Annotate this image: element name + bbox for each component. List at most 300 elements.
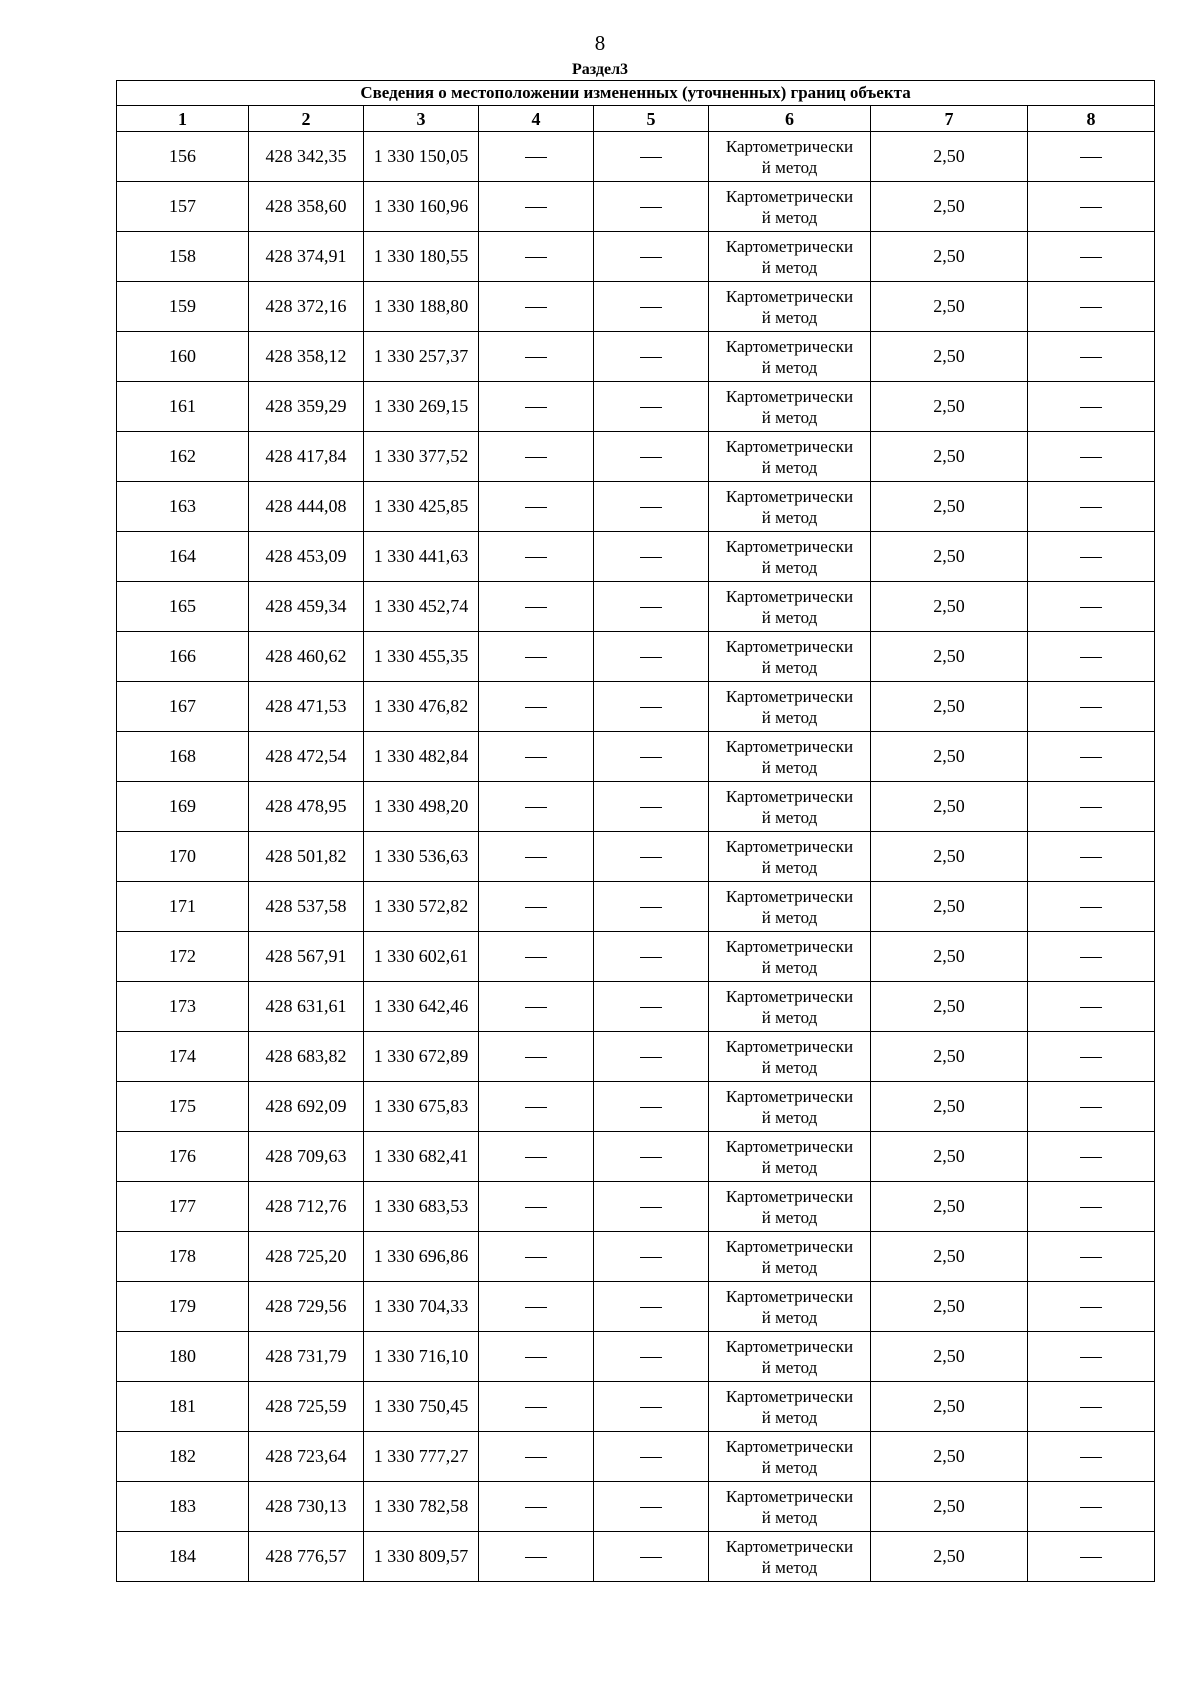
method-line-1: Картометрически [725, 1036, 854, 1056]
point-number-cell: 173 [117, 982, 249, 1032]
dash-mark [525, 1107, 547, 1108]
method-cell [709, 1332, 871, 1382]
dash-mark [525, 257, 547, 258]
accuracy-cell: 2,50 [871, 1432, 1028, 1482]
y-coordinate-cell: 1 330 455,35 [364, 632, 479, 682]
table-row [117, 632, 1155, 682]
y-coordinate-cell: 1 330 682,41 [364, 1132, 479, 1182]
y-coordinate-cell: 1 330 188,80 [364, 282, 479, 332]
dash-mark [525, 657, 547, 658]
dash-mark [1080, 1007, 1102, 1008]
column-number: 7 [871, 106, 1028, 132]
column-4-cell [479, 932, 594, 982]
method-line-2: й метод [761, 357, 818, 377]
column-8-cell [1028, 882, 1155, 932]
column-5-cell [594, 332, 709, 382]
point-number-cell: 159 [117, 282, 249, 332]
y-coordinate-cell: 1 330 377,52 [364, 432, 479, 482]
section-title: Раздел3 [571, 61, 629, 78]
column-5-cell [594, 182, 709, 232]
column-5-cell [594, 1482, 709, 1532]
column-8-cell [1028, 532, 1155, 582]
dash-mark [525, 1207, 547, 1208]
dash-mark [640, 257, 662, 258]
dash-mark [525, 557, 547, 558]
column-4-cell [479, 182, 594, 232]
method-line-1: Картометрически [725, 936, 854, 956]
point-number-cell: 166 [117, 632, 249, 682]
column-5-cell [594, 282, 709, 332]
table-body [117, 132, 1155, 1582]
column-8-cell [1028, 982, 1155, 1032]
dash-mark [1080, 1157, 1102, 1158]
column-4-cell [479, 632, 594, 682]
point-number-cell: 167 [117, 682, 249, 732]
column-8-cell [1028, 1482, 1155, 1532]
point-number-cell: 183 [117, 1482, 249, 1532]
x-coordinate-cell: 428 359,29 [249, 382, 364, 432]
column-number: 3 [364, 106, 479, 132]
dash-mark [640, 307, 662, 308]
method-line-2: й метод [761, 657, 818, 677]
method-line-1: Картометрически [725, 636, 854, 656]
table-row [117, 1282, 1155, 1332]
x-coordinate-cell: 428 444,08 [249, 482, 364, 532]
x-coordinate-cell: 428 501,82 [249, 832, 364, 882]
column-5-cell [594, 682, 709, 732]
y-coordinate-cell: 1 330 683,53 [364, 1182, 479, 1232]
dash-mark [640, 157, 662, 158]
method-cell [709, 1282, 871, 1332]
column-5-cell [594, 132, 709, 182]
dash-mark [1080, 307, 1102, 308]
dash-mark [525, 757, 547, 758]
method-line-2: й метод [761, 907, 818, 927]
accuracy-cell: 2,50 [871, 1182, 1028, 1232]
column-4-cell [479, 682, 594, 732]
method-line-2: й метод [761, 857, 818, 877]
column-8-cell [1028, 682, 1155, 732]
column-4-cell [479, 382, 594, 432]
dash-mark [525, 357, 547, 358]
method-line-1: Картометрически [725, 736, 854, 756]
dash-mark [640, 207, 662, 208]
point-number-cell: 157 [117, 182, 249, 232]
column-4-cell [479, 1232, 594, 1282]
point-number-cell: 168 [117, 732, 249, 782]
dash-mark [640, 1157, 662, 1158]
dash-mark [525, 1557, 547, 1558]
dash-mark [1080, 1457, 1102, 1458]
dash-mark [1080, 1407, 1102, 1408]
accuracy-cell: 2,50 [871, 682, 1028, 732]
point-number-cell: 161 [117, 382, 249, 432]
table-row [117, 1382, 1155, 1432]
accuracy-cell: 2,50 [871, 832, 1028, 882]
dash-mark [1080, 857, 1102, 858]
dash-mark [1080, 607, 1102, 608]
method-line-2: й метод [761, 1557, 818, 1577]
column-5-cell [594, 1382, 709, 1432]
dash-mark [525, 607, 547, 608]
point-number-cell: 160 [117, 332, 249, 382]
point-number-cell: 178 [117, 1232, 249, 1282]
method-line-1: Картометрически [725, 286, 854, 306]
method-line-1: Картометрически [725, 486, 854, 506]
column-number: 6 [709, 106, 871, 132]
table-row [117, 232, 1155, 282]
column-8-cell [1028, 132, 1155, 182]
dash-mark [640, 757, 662, 758]
column-8-cell [1028, 1232, 1155, 1282]
table-row [117, 882, 1155, 932]
method-line-2: й метод [761, 207, 818, 227]
method-cell [709, 532, 871, 582]
method-line-2: й метод [761, 1207, 818, 1227]
table-row [117, 1232, 1155, 1282]
x-coordinate-cell: 428 723,64 [249, 1432, 364, 1482]
method-line-2: й метод [761, 1107, 818, 1127]
column-8-cell [1028, 1032, 1155, 1082]
column-5-cell [594, 632, 709, 682]
accuracy-cell: 2,50 [871, 232, 1028, 282]
x-coordinate-cell: 428 459,34 [249, 582, 364, 632]
y-coordinate-cell: 1 330 782,58 [364, 1482, 479, 1532]
table-row [117, 532, 1155, 582]
dash-mark [525, 1307, 547, 1308]
column-5-cell [594, 982, 709, 1032]
point-number-cell: 163 [117, 482, 249, 532]
point-number-cell: 174 [117, 1032, 249, 1082]
dash-mark [525, 457, 547, 458]
method-line-1: Картометрически [725, 786, 854, 806]
table-row [117, 682, 1155, 732]
x-coordinate-cell: 428 731,79 [249, 1332, 364, 1382]
table-row [117, 732, 1155, 782]
dash-mark [640, 407, 662, 408]
x-coordinate-cell: 428 342,35 [249, 132, 364, 182]
accuracy-cell: 2,50 [871, 632, 1028, 682]
x-coordinate-cell: 428 374,91 [249, 232, 364, 282]
column-8-cell [1028, 782, 1155, 832]
y-coordinate-cell: 1 330 482,84 [364, 732, 479, 782]
method-cell [709, 432, 871, 482]
dash-mark [525, 1157, 547, 1158]
accuracy-cell: 2,50 [871, 1132, 1028, 1182]
column-8-cell [1028, 182, 1155, 232]
dash-mark [525, 1457, 547, 1458]
table-row [117, 332, 1155, 382]
dash-mark [640, 1457, 662, 1458]
table-row [117, 282, 1155, 332]
table-row [117, 182, 1155, 232]
column-8-cell [1028, 932, 1155, 982]
point-number-cell: 176 [117, 1132, 249, 1182]
column-5-cell [594, 1282, 709, 1332]
accuracy-cell: 2,50 [871, 782, 1028, 832]
method-line-2: й метод [761, 307, 818, 327]
accuracy-cell: 2,50 [871, 132, 1028, 182]
column-4-cell [479, 882, 594, 932]
dash-mark [1080, 657, 1102, 658]
method-line-1: Картометрически [725, 1086, 854, 1106]
dash-mark [1080, 1557, 1102, 1558]
accuracy-cell: 2,50 [871, 582, 1028, 632]
method-line-2: й метод [761, 157, 818, 177]
accuracy-cell: 2,50 [871, 382, 1028, 432]
table-row [117, 1182, 1155, 1232]
point-number-cell: 182 [117, 1432, 249, 1482]
x-coordinate-cell: 428 725,59 [249, 1382, 364, 1432]
method-line-1: Картометрически [725, 386, 854, 406]
column-8-cell [1028, 282, 1155, 332]
table-row [117, 982, 1155, 1032]
table-row [117, 482, 1155, 532]
dash-mark [1080, 557, 1102, 558]
dash-mark [1080, 457, 1102, 458]
column-4-cell [479, 1032, 594, 1082]
y-coordinate-cell: 1 330 696,86 [364, 1232, 479, 1282]
column-5-cell [594, 232, 709, 282]
y-coordinate-cell: 1 330 675,83 [364, 1082, 479, 1132]
dash-mark [1080, 1207, 1102, 1208]
page-number: 8 [594, 31, 606, 55]
table-row [117, 382, 1155, 432]
dash-mark [1080, 207, 1102, 208]
dash-mark [1080, 257, 1102, 258]
column-8-cell [1028, 1132, 1155, 1182]
column-4-cell [479, 1082, 594, 1132]
method-line-1: Картометрически [725, 236, 854, 256]
dash-mark [525, 807, 547, 808]
dash-mark [1080, 507, 1102, 508]
accuracy-cell: 2,50 [871, 1282, 1028, 1332]
method-cell [709, 782, 871, 832]
accuracy-cell: 2,50 [871, 1232, 1028, 1282]
column-8-cell [1028, 482, 1155, 532]
point-number-cell: 162 [117, 432, 249, 482]
column-5-cell [594, 1332, 709, 1382]
column-4-cell [479, 482, 594, 532]
method-line-1: Картометрически [725, 136, 854, 156]
y-coordinate-cell: 1 330 750,45 [364, 1382, 479, 1432]
method-line-1: Картометрически [725, 1386, 854, 1406]
point-number-cell: 179 [117, 1282, 249, 1332]
y-coordinate-cell: 1 330 476,82 [364, 682, 479, 732]
x-coordinate-cell: 428 358,12 [249, 332, 364, 382]
method-cell [709, 132, 871, 182]
method-line-1: Картометрически [725, 1486, 854, 1506]
accuracy-cell: 2,50 [871, 482, 1028, 532]
method-cell [709, 982, 871, 1032]
method-cell [709, 1132, 871, 1182]
method-line-1: Картометрически [725, 1136, 854, 1156]
method-line-2: й метод [761, 257, 818, 277]
dash-mark [525, 307, 547, 308]
column-8-cell [1028, 1432, 1155, 1482]
dash-mark [525, 1257, 547, 1258]
method-line-2: й метод [761, 407, 818, 427]
method-line-2: й метод [761, 957, 818, 977]
point-number-cell: 171 [117, 882, 249, 932]
method-line-2: й метод [761, 1307, 818, 1327]
method-line-1: Картометрически [725, 1336, 854, 1356]
dash-mark [640, 907, 662, 908]
x-coordinate-cell: 428 712,76 [249, 1182, 364, 1232]
method-line-2: й метод [761, 707, 818, 727]
table-caption: Сведения о местоположении измененных (уточненных) границ объекта [117, 81, 1155, 106]
column-number: 1 [117, 106, 249, 132]
method-cell [709, 832, 871, 882]
column-8-cell [1028, 432, 1155, 482]
accuracy-cell: 2,50 [871, 982, 1028, 1032]
dash-mark [640, 1507, 662, 1508]
y-coordinate-cell: 1 330 160,96 [364, 182, 479, 232]
column-5-cell [594, 932, 709, 982]
y-coordinate-cell: 1 330 602,61 [364, 932, 479, 982]
x-coordinate-cell: 428 358,60 [249, 182, 364, 232]
dash-mark [640, 857, 662, 858]
column-5-cell [594, 482, 709, 532]
point-number-cell: 184 [117, 1532, 249, 1582]
dash-mark [640, 707, 662, 708]
dash-mark [640, 357, 662, 358]
dash-mark [1080, 1307, 1102, 1308]
dash-mark [1080, 757, 1102, 758]
dash-mark [1080, 957, 1102, 958]
dash-mark [525, 1057, 547, 1058]
dash-mark [1080, 157, 1102, 158]
accuracy-cell: 2,50 [871, 282, 1028, 332]
y-coordinate-cell: 1 330 150,05 [364, 132, 479, 182]
column-8-cell [1028, 232, 1155, 282]
accuracy-cell: 2,50 [871, 532, 1028, 582]
dash-mark [1080, 357, 1102, 358]
dash-mark [640, 1257, 662, 1258]
dash-mark [1080, 807, 1102, 808]
y-coordinate-cell: 1 330 716,10 [364, 1332, 479, 1382]
column-5-cell [594, 1082, 709, 1132]
method-line-1: Картометрически [725, 836, 854, 856]
dash-mark [525, 1507, 547, 1508]
accuracy-cell: 2,50 [871, 182, 1028, 232]
column-5-cell [594, 532, 709, 582]
dash-mark [1080, 1057, 1102, 1058]
column-8-cell [1028, 732, 1155, 782]
method-cell [709, 332, 871, 382]
method-cell [709, 632, 871, 682]
dash-mark [525, 957, 547, 958]
table-row [117, 1132, 1155, 1182]
column-4-cell [479, 1282, 594, 1332]
x-coordinate-cell: 428 453,09 [249, 532, 364, 582]
method-line-2: й метод [761, 1407, 818, 1427]
x-coordinate-cell: 428 471,53 [249, 682, 364, 732]
column-5-cell [594, 1032, 709, 1082]
dash-mark [525, 907, 547, 908]
accuracy-cell: 2,50 [871, 1082, 1028, 1132]
x-coordinate-cell: 428 776,57 [249, 1532, 364, 1582]
dash-mark [640, 1057, 662, 1058]
column-number: 8 [1028, 106, 1155, 132]
column-8-cell [1028, 1332, 1155, 1382]
y-coordinate-cell: 1 330 498,20 [364, 782, 479, 832]
method-line-1: Картометрически [725, 186, 854, 206]
method-cell [709, 732, 871, 782]
column-4-cell [479, 1182, 594, 1232]
column-4-cell [479, 1482, 594, 1532]
dash-mark [640, 1407, 662, 1408]
dash-mark [525, 157, 547, 158]
dash-mark [1080, 707, 1102, 708]
dash-mark [1080, 1357, 1102, 1358]
table-row [117, 1432, 1155, 1482]
boundary-coordinates-table [116, 80, 1155, 1582]
y-coordinate-cell: 1 330 572,82 [364, 882, 479, 932]
accuracy-cell: 2,50 [871, 732, 1028, 782]
method-line-1: Картометрически [725, 586, 854, 606]
y-coordinate-cell: 1 330 257,37 [364, 332, 479, 382]
method-line-1: Картометрически [725, 1186, 854, 1206]
column-4-cell [479, 1332, 594, 1382]
column-5-cell [594, 1182, 709, 1232]
method-line-2: й метод [761, 757, 818, 777]
method-line-1: Картометрически [725, 1236, 854, 1256]
accuracy-cell: 2,50 [871, 1532, 1028, 1582]
dash-mark [525, 857, 547, 858]
point-number-cell: 175 [117, 1082, 249, 1132]
column-8-cell [1028, 1382, 1155, 1432]
x-coordinate-cell: 428 729,56 [249, 1282, 364, 1332]
method-line-1: Картометрически [725, 1536, 854, 1556]
method-cell [709, 582, 871, 632]
dash-mark [640, 1557, 662, 1558]
column-8-cell [1028, 332, 1155, 382]
method-line-2: й метод [761, 557, 818, 577]
method-line-2: й метод [761, 1157, 818, 1177]
method-line-2: й метод [761, 1007, 818, 1027]
dash-mark [640, 1107, 662, 1108]
method-cell [709, 1182, 871, 1232]
accuracy-cell: 2,50 [871, 1332, 1028, 1382]
column-8-cell [1028, 1282, 1155, 1332]
method-line-2: й метод [761, 1457, 818, 1477]
dash-mark [525, 407, 547, 408]
column-4-cell [479, 532, 594, 582]
dash-mark [640, 807, 662, 808]
y-coordinate-cell: 1 330 704,33 [364, 1282, 479, 1332]
point-number-cell: 180 [117, 1332, 249, 1382]
method-line-2: й метод [761, 607, 818, 627]
x-coordinate-cell: 428 631,61 [249, 982, 364, 1032]
y-coordinate-cell: 1 330 672,89 [364, 1032, 479, 1082]
table-row [117, 1482, 1155, 1532]
dash-mark [525, 1357, 547, 1358]
dash-mark [1080, 1257, 1102, 1258]
dash-mark [640, 1207, 662, 1208]
accuracy-cell: 2,50 [871, 932, 1028, 982]
method-line-1: Картометрически [725, 336, 854, 356]
table-row [117, 1032, 1155, 1082]
method-line-2: й метод [761, 1357, 818, 1377]
column-5-cell [594, 1532, 709, 1582]
table-row [117, 1332, 1155, 1382]
dash-mark [640, 557, 662, 558]
column-5-cell [594, 832, 709, 882]
point-number-cell: 164 [117, 532, 249, 582]
x-coordinate-cell: 428 417,84 [249, 432, 364, 482]
column-5-cell [594, 1432, 709, 1482]
